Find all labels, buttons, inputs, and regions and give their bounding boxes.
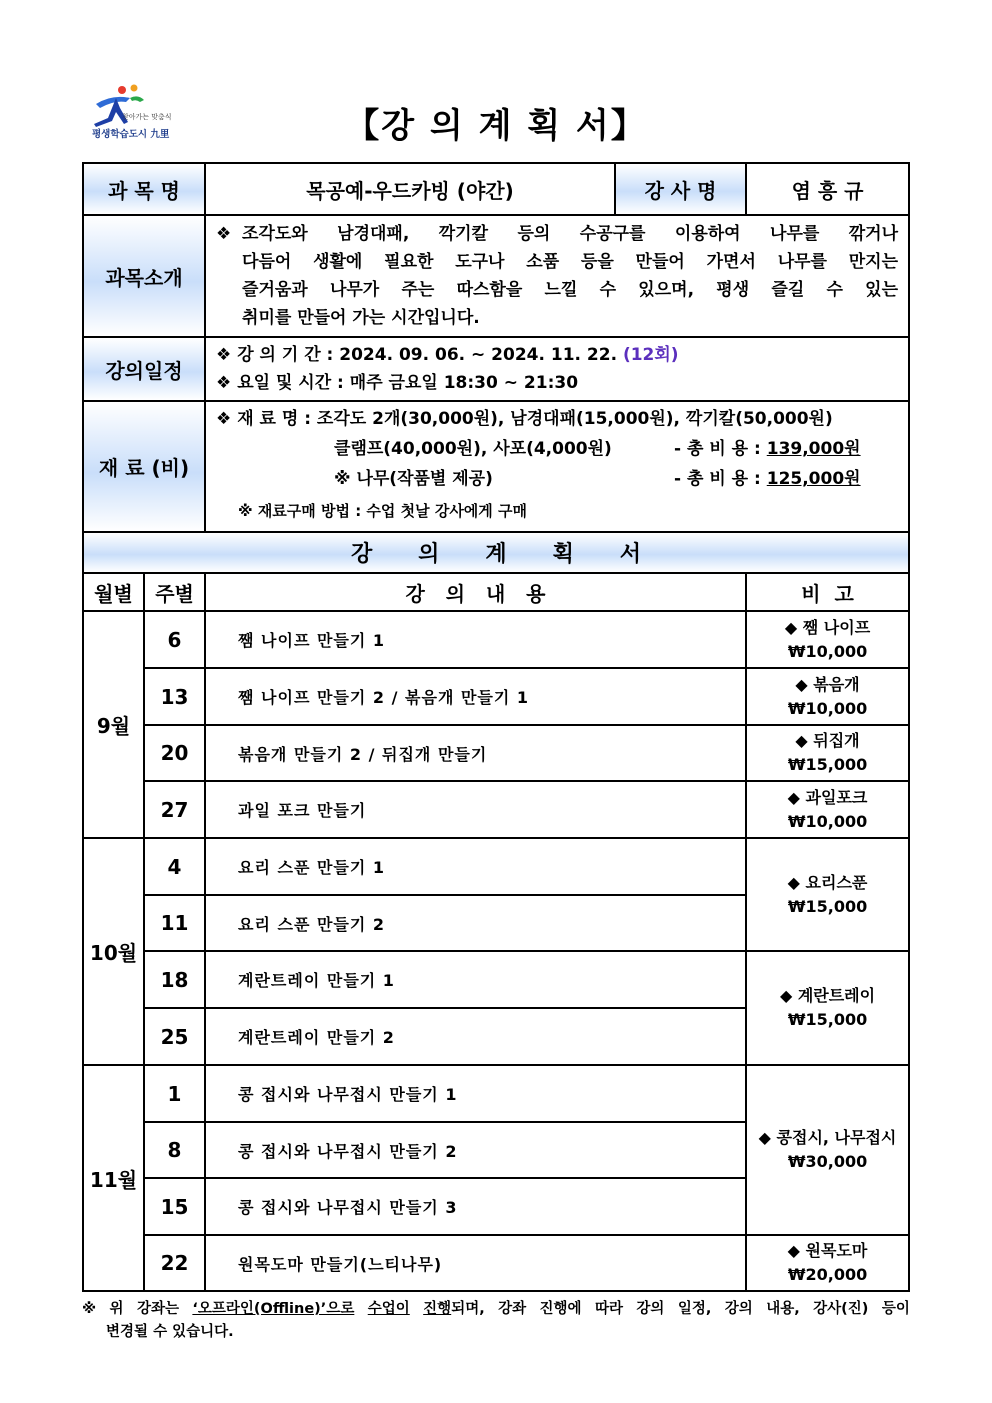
logo-tagline: 찾아가는 맞춤식 — [122, 113, 172, 121]
footer-word: ※ — [82, 1301, 97, 1317]
lesson-content: 콩 접시와 나무접시 만들기 2 — [205, 1122, 746, 1178]
week-cell: 1 — [144, 1065, 205, 1122]
col-month-header: 월별 — [83, 573, 144, 611]
remark-cell — [746, 725, 909, 781]
schedule-text — [205, 337, 909, 401]
week-cell: 20 — [144, 725, 205, 781]
footer-word: 위 — [109, 1301, 124, 1317]
remark-item: ◆ 쨈 나이프 — [784, 617, 871, 637]
week-cell: 8 — [144, 1122, 205, 1178]
lesson-content: 쨈 나이프 만들기 2 / 볶음개 만들기 1 — [205, 668, 746, 725]
lesson-content: 과일 포크 만들기 — [205, 781, 746, 838]
footer-word: 수업이 — [367, 1301, 410, 1317]
month-cell: 11월 — [83, 1065, 144, 1291]
footer-word: 강좌 — [498, 1301, 527, 1317]
week-cell: 11 — [144, 895, 205, 951]
week-cell: 27 — [144, 781, 205, 838]
remark-price: ₩10,000 — [787, 811, 868, 831]
lesson-content: 요리 스푼 만들기 2 — [205, 895, 746, 951]
plan-band-title: 강 의 계 획 서 — [83, 532, 909, 573]
remark-price: ₩30,000 — [787, 1152, 868, 1171]
schedule-period: 강 의 기 간 : 2024. 09. 06. ~ 2024. 11. 22. — [237, 345, 618, 365]
footer-word: 등이 — [881, 1301, 910, 1317]
material-label: 재 료 (비) — [83, 401, 205, 532]
footer-word: 진행에 — [539, 1301, 582, 1317]
remark-price: ₩15,000 — [787, 1010, 868, 1029]
lesson-content: 볶음개 만들기 2 / 뒤집개 만들기 — [205, 725, 746, 781]
footer-word: 강사(진) — [813, 1301, 869, 1317]
total-label: - 총 비 용 : — [674, 469, 761, 489]
intro-line: 즐거움과 나무가 주는 따스함을 느낄 수 있으며, 평생 즐길 수 있는 — [242, 280, 899, 300]
page-title: 【강 의 계 획 서】 — [345, 106, 647, 146]
remark-item: ◆ 원목도마 — [787, 1241, 868, 1260]
intro-label: 과목소개 — [83, 215, 205, 337]
week-cell: 13 — [144, 668, 205, 725]
lesson-content: 계란트레이 만들기 1 — [205, 951, 746, 1008]
lesson-content: 콩 접시와 나무접시 만들기 1 — [205, 1065, 746, 1122]
total-label: - 총 비 용 : — [674, 439, 761, 459]
material-line: ※ 나무(작품별 제공) — [334, 469, 493, 489]
remark-cell — [746, 1235, 909, 1291]
remark-item: ◆ 뒤집개 — [795, 731, 860, 750]
lesson-content: 요리 스푼 만들기 1 — [205, 838, 746, 895]
remark-item: ◆ 요리스푼 — [787, 872, 868, 892]
footer-word: 강좌는 — [136, 1301, 179, 1317]
intro-line: 다듬어 생활에 필요한 도구나 소품 등을 만들어 가면서 나무를 만지는 — [242, 252, 899, 272]
purchase-note: ※ 재료구매 방법 : 수업 첫날 강사에게 구매 — [238, 502, 527, 520]
remark-item: ◆ 볶음개 — [795, 674, 860, 694]
teacher-label: 강 사 명 — [615, 163, 746, 215]
footer-word: 강의 — [636, 1301, 665, 1317]
intro-text — [205, 215, 909, 337]
material-line: 재 료 명 : 조각도 2개(30,000원), 남경대패(15,000원), 깍기칼(50,000원) — [237, 409, 833, 429]
lesson-content: 콩 접시와 나무접시 만들기 3 — [205, 1178, 746, 1235]
remark-cell — [746, 781, 909, 838]
remark-item: ◆ 계란트레이 — [779, 986, 876, 1005]
remark-cell — [746, 951, 909, 1065]
material-text — [205, 401, 909, 532]
footer-word: 진행되며, — [423, 1301, 485, 1317]
footer-note — [82, 1298, 910, 1344]
week-cell: 25 — [144, 1008, 205, 1065]
schedule-label: 강의일정 — [83, 337, 205, 401]
intro-line: 취미를 만들어 가는 시간입니다. — [242, 308, 480, 328]
footer-line — [82, 1298, 910, 1321]
week-cell: 6 — [144, 611, 205, 668]
col-remark-header: 비 고 — [746, 573, 909, 611]
lesson-content: 원목도마 만들기(느티나무) — [205, 1235, 746, 1291]
footer-word: 따라 — [594, 1301, 623, 1317]
diamond-bullet-icon: ❖ — [216, 345, 238, 365]
remark-price: ₩20,000 — [787, 1265, 868, 1284]
remark-cell — [746, 838, 909, 951]
week-cell: 18 — [144, 951, 205, 1008]
remark-cell — [746, 611, 909, 668]
remark-price: ₩10,000 — [787, 698, 868, 718]
lesson-content: 계란트레이 만들기 2 — [205, 1008, 746, 1065]
remark-price: ₩15,000 — [787, 755, 868, 774]
logo-name: 평생학습도시 九里 — [92, 129, 170, 140]
footer-line: 변경될 수 있습니다. — [106, 1324, 234, 1340]
diamond-bullet-icon: ❖ — [216, 409, 238, 429]
week-cell: 22 — [144, 1235, 205, 1291]
footer-word: ‘오프라인(Offline)’으로 — [192, 1301, 355, 1317]
subject-value: 목공예-우드카빙 (야간) — [205, 163, 615, 215]
remark-item: ◆ 콩접시, 나무접시 — [758, 1128, 897, 1147]
teacher-value: 염 흥 규 — [746, 163, 909, 215]
diamond-bullet-icon: ❖ — [216, 373, 238, 393]
intro-line: 조각도와 남경대패, 깍기칼 등의 수공구를 이용하여 나무를 깎거나 — [242, 224, 899, 244]
week-cell: 4 — [144, 838, 205, 895]
month-cell: 10월 — [83, 838, 144, 1065]
footer-word: 강의 — [724, 1301, 753, 1317]
remark-cell — [746, 668, 909, 725]
course-plan-table — [82, 162, 910, 1292]
material-line: 클램프(40,000원), 사포(4,000원) — [334, 439, 612, 459]
remark-item: ◆ 과일포크 — [787, 787, 868, 807]
schedule-day-time: 요일 및 시간 : 매주 금요일 18:30 ~ 21:30 — [237, 373, 579, 393]
remark-cell — [746, 1065, 909, 1235]
total-value: 139,000원 — [766, 439, 861, 459]
col-content-header: 강 의 내 용 — [205, 573, 746, 611]
remark-price: ₩15,000 — [787, 896, 868, 916]
session-count: (12회) — [622, 345, 679, 365]
month-cell: 9월 — [83, 611, 144, 838]
footer-word: 일정, — [677, 1301, 712, 1317]
col-week-header: 주별 — [144, 573, 205, 611]
subject-label: 과 목 명 — [83, 163, 205, 215]
total-value: 125,000원 — [766, 469, 861, 489]
week-cell: 15 — [144, 1178, 205, 1235]
remark-price: ₩10,000 — [787, 641, 868, 661]
lesson-content: 쨈 나이프 만들기 1 — [205, 611, 746, 668]
diamond-bullet-icon: ❖ — [216, 224, 232, 244]
footer-word: 내용, — [766, 1301, 800, 1317]
